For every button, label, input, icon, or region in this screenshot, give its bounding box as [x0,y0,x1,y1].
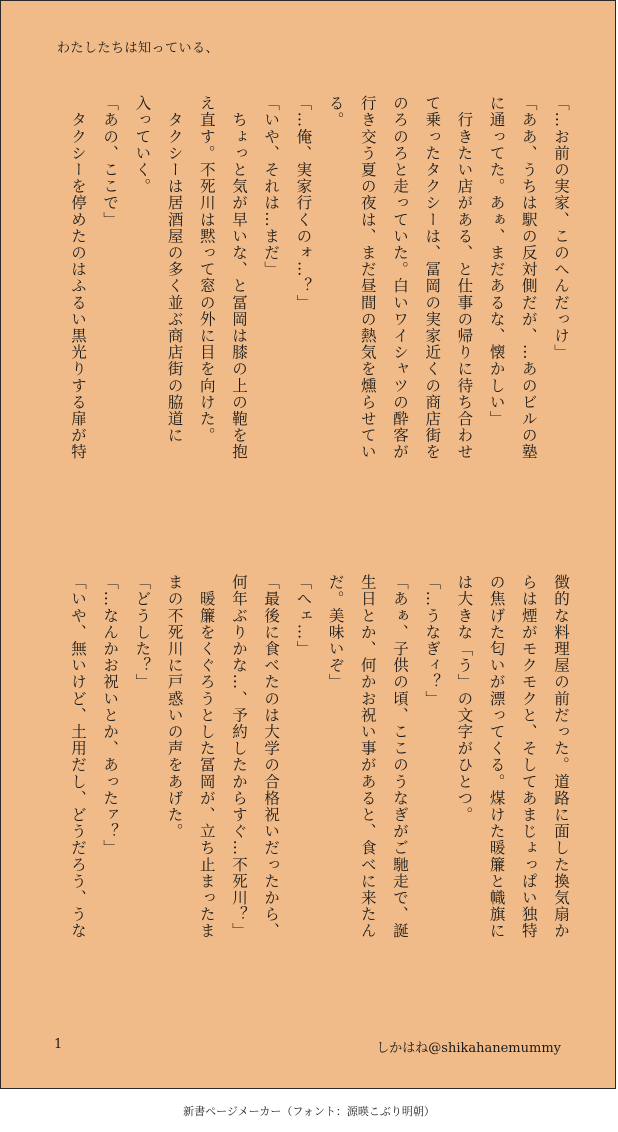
footer-credit: 新書ページメーカー（フォント：源暎こぶり明朝） [183,1105,435,1118]
text-line: のろのろと走っていた。白いワイシャツの酔客が [390,95,409,461]
page-title: わたしたちは知っている、 [57,41,220,56]
text-line: 何年ぶりかな…、予約したからすぐ…不死川？」 [229,574,248,940]
text-line: だ。美味いぞ」 [326,574,345,691]
text-line: る。 [326,95,345,129]
text-line: 「…なんかお祝いとか、あったァ？」 [101,574,120,857]
text-line: 生日とか、何かお祝い事があると、食べに来たん [358,574,377,940]
text-line: て乗ったタクシーは、冨岡の実家近くの商店街を [423,95,442,461]
text-line: 「いや、無いけど、土用だし、どうだろう、うな [68,574,87,940]
page-number: 1 [54,1037,63,1052]
text-block-top [62,95,577,525]
text-line: 「…俺、実家行くのォ…？」 [294,95,313,311]
text-line: 徴的な料理屋の前だった。道路に面した換気扇か [552,574,570,940]
author-handle: しかはね@shikahanemummy [376,1041,561,1056]
text-line: タクシーは居酒屋の多く並ぶ商店街の脇道に [165,95,184,444]
text-line: は大きな「う」の文字がひとつ。 [455,574,474,823]
text-line: え直す。不死川は黙って窓の外に目を向けた。 [197,95,216,444]
text-line: 「あの、ここで」 [101,95,120,228]
text-line: らは煙がモクモクと、そしてあまじょっぱい独特 [519,574,538,940]
text-line: 入っていく。 [133,95,152,195]
text-line: 行き交う夏の夜は、まだ昼間の熱気を燻らせてい [358,95,377,461]
text-line: 「どうした？」 [133,574,152,691]
text-block-bottom [62,574,577,1004]
text-line: 暖簾をくぐろうとした冨岡が、立ち止まったま [197,574,216,940]
text-line: 「いや、それは…まだ」 [262,95,281,278]
text-line: 「最後に食べたのは大学の合格祝いだったから、 [262,574,281,940]
text-line: 「…お前の実家、このへんだっけ」 [552,95,570,361]
text-line: の焦げた匂いが漂ってくる。煤けた暖簾と幟旗に [487,574,506,940]
text-line: 「…うなぎィ？」 [423,574,442,707]
text-line: タクシーを停めたのはふるい黒光りする扉が特 [68,95,87,461]
text-line: ちょっと気が早いな、と冨岡は膝の上の鞄を抱 [229,95,248,461]
text-line: 「ああ、うちは駅の反対側だが、…あのビルの塾 [519,95,538,461]
text-line: 行きたい店がある、と仕事の帰りに待ち合わせ [455,95,474,461]
text-line: 「あぁ、子供の頃、ここのうなぎがご馳走で、誕 [390,574,409,940]
text-line: まの不死川に戸惑いの声をあげた。 [165,574,184,840]
text-line: 「へェ…」 [294,574,313,657]
text-line: に通ってた。あぁ、まだあるな、懐かしい」 [487,95,506,427]
